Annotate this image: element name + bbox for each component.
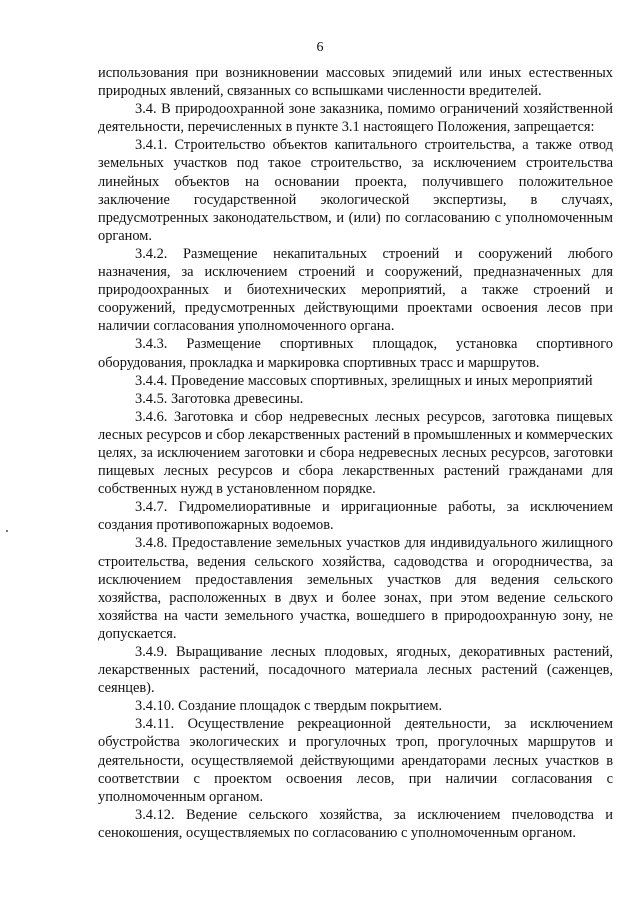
paragraph-3-4-12: 3.4.12. Ведение сельского хозяйства, за исключением пчеловодства и сенокошения, осуществляемых по согласованию с уполномоченным органом. xyxy=(98,806,613,841)
paragraph-continuation: использования при возникновении массовых эпидемий или иных естественных природных явлений, связанных со вспышками численности вредителей. xyxy=(98,65,613,100)
paragraph-3-4-8: 3.4.8. Предоставление земельных участков для индивидуального жилищного строительства, ведения сельского хозяйства, садоводства и огородничества, за исключением предоставления земельных участков для ведения сельского хозяйства, расположенных в двух и более зонах, при этом ведение сельского хозяйства на части земельного участка, вошедшего в природоохранную зону, не допускается. xyxy=(98,535,613,642)
paragraph-3-4-9: 3.4.9. Выращивание лесных плодовых, ягодных, декоративных растений, лекарственных растений, посадочного материала лесных растений (саженцев, сеянцев). xyxy=(98,644,613,697)
paragraph-3-4-6: 3.4.6. Заготовка и сбор недревесных лесных ресурсов, заготовка пищевых лесных ресурсов и сбор лекарственных растений в промышленных и коммерческих целях, за исключением заготовки и сбора недревесных лесных ресурсов, заготовки пищевых лесных ресурсов и сбора лекарственных растений гражданами для собственных нужд в установленном порядке. xyxy=(98,408,613,498)
paragraph-3-4-7: 3.4.7. Гидромелиоративные и ирригационные работы, за исключением создания противопожарных водоемов. xyxy=(98,499,613,534)
paragraph-3-4-2: 3.4.2. Размещение некапитальных строений и сооружений любого назначения, за исключением строений и сооружений, предназначенных для природоохранных и биотехнических мероприятий, а также строений и сооружений, предусмотренных действующими проектами освоения лесов при наличии согласования уполномоченного органа. xyxy=(98,245,613,335)
paragraph-3-4-5: 3.4.5. Заготовка древесины. xyxy=(135,390,304,407)
document-body xyxy=(98,64,613,842)
margin-mark xyxy=(6,530,8,532)
paragraph-3-4: 3.4. В природоохранной зоне заказника, помимо ограничений хозяйственной деятельности, перечисленных в пункте 3.1 настоящего Положения, запрещается: xyxy=(98,101,613,136)
paragraph-3-4-10: 3.4.10. Создание площадок с твердым покрытием. xyxy=(135,698,443,715)
paragraph-3-4-4: 3.4.4. Проведение массовых спортивных, зрелищных и иных мероприятий xyxy=(135,372,593,389)
paragraph-3-4-3: 3.4.3. Размещение спортивных площадок, установка спортивного оборудования, прокладка и маркировка спортивных трасс и маршрутов. xyxy=(98,336,613,371)
page-number: 6 xyxy=(316,40,324,55)
paragraph-3-4-1: 3.4.1. Строительство объектов капитального строительства, а также отвод земельных участков под такое строительство, за исключением строительства линейных объектов на основании проекта, получившего положительное заключение государственной экологической экспертизы, в случаях, предусмотренных законодательством, и (или) по согласованию с уполномоченным органом. xyxy=(98,137,613,244)
paragraph-3-4-11: 3.4.11. Осуществление рекреационной деятельности, за исключением обустройства экологических и прогулочных троп, прогулочных маршрутов и деятельности, осуществляемой действующими арендаторами лесных участков в соответствии с проектом освоения лесов, при наличии согласования с уполномоченным органом. xyxy=(98,716,613,805)
